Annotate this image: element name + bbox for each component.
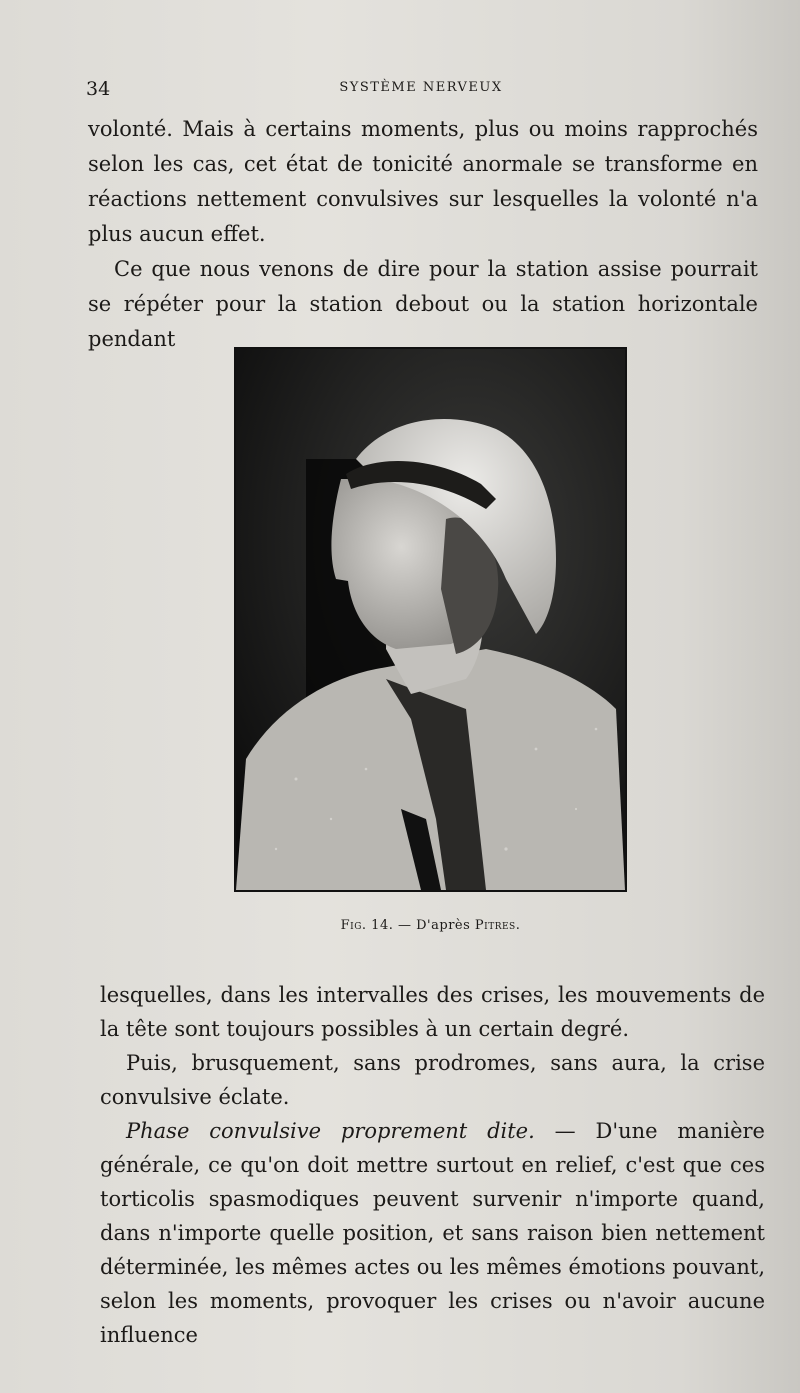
top-text-block: [88, 112, 758, 357]
bottom-text-block: [100, 978, 765, 1352]
paragraph: volonté. Mais à certains moments, plus ou moins rapprochés selon les cas, cet état de tonicité anormale se transforme en réactions nettement convulsives sur lesquelles la volonté n'a plus aucun effet.: [88, 117, 758, 246]
running-title: SYSTÈME NERVEUX: [339, 80, 503, 95]
figure-label: Fig. 14.: [340, 918, 394, 933]
portrait-photo-illustration: [236, 349, 625, 890]
caption-author: Pitres.: [474, 918, 521, 933]
caption-separator: —: [393, 918, 417, 933]
figure-caption: [234, 918, 627, 933]
page-number: 34: [86, 78, 111, 100]
figure-photograph: [234, 347, 627, 892]
paragraph: Ce que nous venons de dire pour la station assise pourrait se répéter pour la station debout ou la station horizontale pendant: [88, 257, 758, 351]
paragraph: lesquelles, dans les intervalles des crises, les mouvements de la tête sont toujours possibles à un certain degré.: [100, 983, 765, 1041]
section-text: D'une manière générale, ce qu'on doit mettre surtout en relief, c'est que ces torticolis spasmodiques peuvent survenir n'importe quand, dans n'importe quelle position, et sans raison bien nettement déterminée, les mêmes actes ou les mêmes émotions pouvant, selon les moments, provoquer les crises ou n'avoir aucune influence: [100, 1119, 765, 1347]
section-dash: —: [534, 1119, 596, 1143]
page-header: [86, 78, 756, 102]
paragraph: Puis, brusquement, sans prodromes, sans aura, la crise convulsive éclate.: [100, 1051, 765, 1109]
caption-text: D'après: [416, 918, 475, 933]
section-paragraph: [100, 1114, 765, 1352]
section-heading: Phase convulsive proprement dite.: [126, 1119, 535, 1143]
